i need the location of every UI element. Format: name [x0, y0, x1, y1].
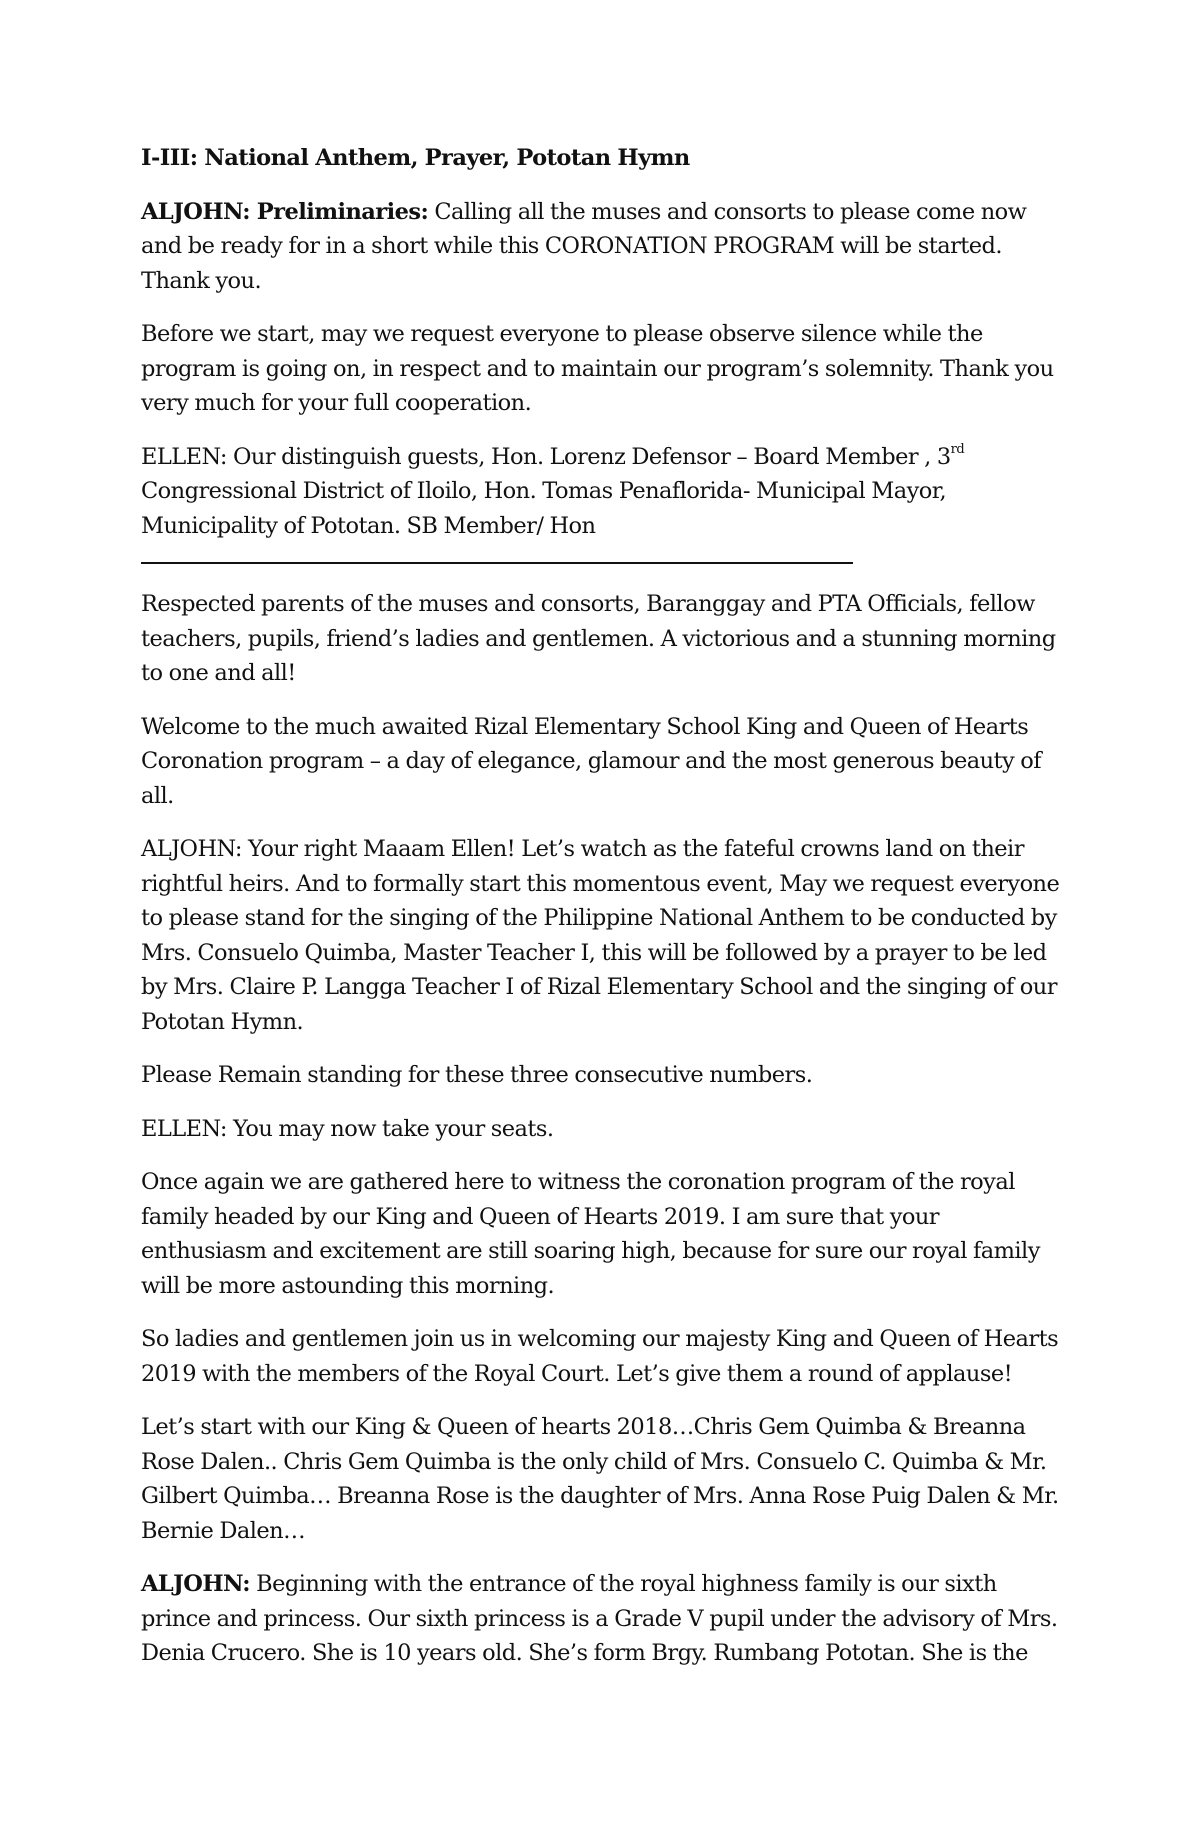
ordinal-superscript: rd — [950, 442, 965, 457]
paragraph-text: Beginning with the entrance of the royal highness family is our sixth prince and princess. Our sixth princess is a Grade V pupil under the advisory of Mrs. Denia Crucero. She is 10 years old. She’s form Brgy. Rumbang Pototan. She is the — [141, 1571, 1058, 1666]
paragraph-text: Calling all the muses and consorts to please come now and be ready for in a short while this CORONATION PROGRAM will be started. Thank you. — [141, 198, 1027, 294]
speaker-label: ALJOHN: Preliminaries: — [141, 198, 429, 225]
section-heading: I-III: National Anthem, Prayer, Pototan Hymn — [141, 145, 690, 171]
paragraph-remain-standing: Please Remain standing for these three consecutive numbers. — [141, 1062, 813, 1088]
paragraph-gathered: Once again we are gathered here to witness the coronation program of the royal family headed by our King and Queen of Hearts 2019. I am sure that your enthusiasm and excitement are still soaring high, because for sure our royal family will be more astounding this morning. — [141, 1169, 1040, 1299]
document-body — [141, 141, 1061, 1690]
paragraph-sixth-prince-princess — [141, 1567, 1061, 1671]
paragraph-preliminaries — [141, 195, 1061, 299]
paragraph-welcoming: So ladies and gentlemen join us in welcoming our majesty King and Queen of Hearts 2019 with the members of the Royal Court. Let’s give them a round of applause! — [141, 1326, 1059, 1387]
speaker-label: ALJOHN: — [141, 1571, 251, 1597]
paragraph-take-seats: ELLEN: You may now take your seats. — [141, 1115, 554, 1142]
paragraph-text: Congressional District of Iloilo, Hon. Tomas Penaflorida- Municipal Mayor, Municipality of Pototan. SB Member/ Hon — [141, 478, 947, 539]
paragraph-anthem-request: ALJOHN: Your right Maaam Ellen! Let’s watch as the fateful crowns land on their rightful heirs. And to formally start this momentous event, May we request everyone to please stand for the singing of the Philippine National Anthem to be conducted by Mrs. Consuelo Quimba, Master Teacher I, this will be followed by a prayer to be led by Mrs. Claire P. Langga Teacher I of Rizal Elementary School and the singing of our Pototan Hymn. — [141, 836, 1060, 1035]
paragraph-king-queen-2018: Let’s start with our King & Queen of hearts 2018…Chris Gem Quimba & Breanna Rose Dalen.. Chris Gem Quimba is the only child of Mrs. Consuelo C. Quimba & Mr. Gilbert Quimba… Breanna Rose is the daughter of Mrs. Anna Rose Puig Dalen & Mr. Bernie Dalen… — [141, 1414, 1059, 1544]
paragraph-silence-request: Before we start, may we request everyone to please observe silence while the program is going on, in respect and to maintain our program’s solemnity. Thank you very much for your full cooperation. — [141, 321, 1054, 416]
paragraph-guests — [141, 440, 1061, 544]
paragraph-welcome: Welcome to the much awaited Rizal Elementary School King and Queen of Hearts Coronation program – a day of elegance, glamour and the most generous beauty of all. — [141, 713, 1042, 809]
paragraph-text: ELLEN: Our distinguish guests, Hon. Lorenz Defensor – Board Member , 3 — [141, 443, 951, 470]
paragraph-greeting: Respected parents of the muses and consorts, Baranggay and PTA Officials, fellow teachers, pupils, friend’s ladies and gentlemen. A victorious and a stunning morning to one and all! — [141, 591, 1056, 686]
blank-line — [141, 562, 853, 564]
